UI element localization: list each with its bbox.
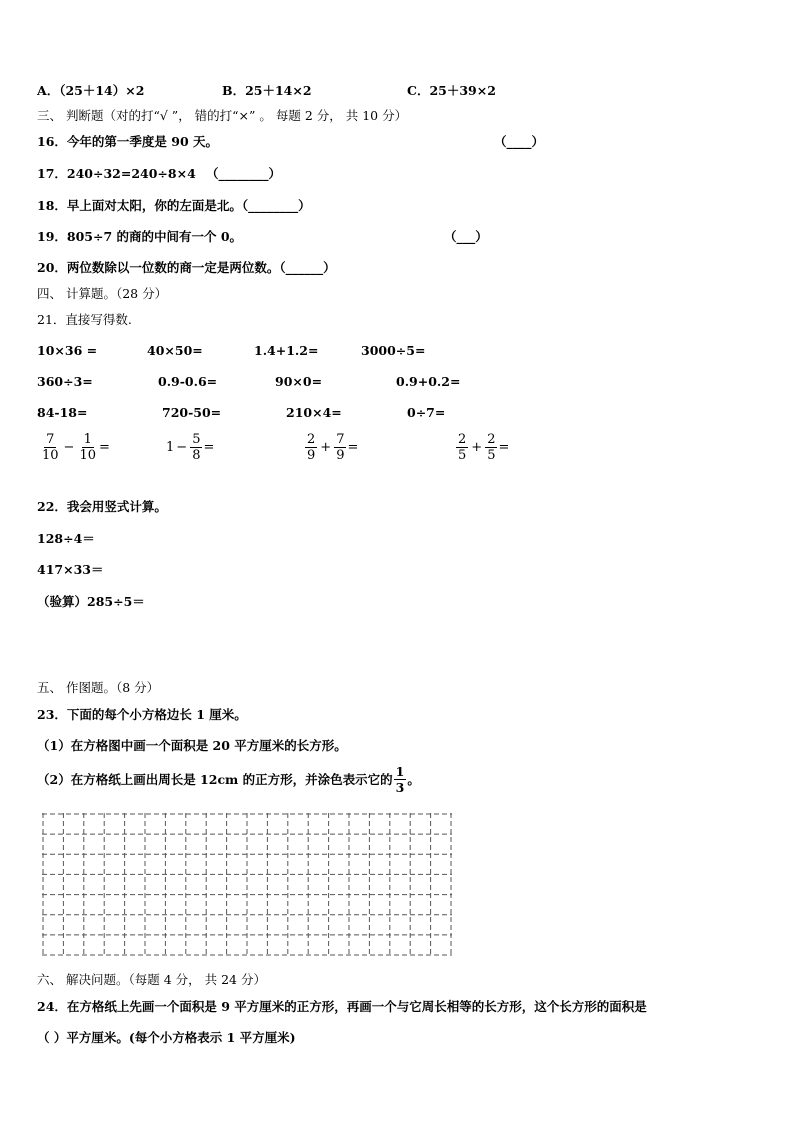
fraction: $\frac{1}{10}$ bbox=[79, 432, 96, 463]
fraction: $\frac{2}{5}$ bbox=[458, 432, 467, 463]
calc-item: 90×0= bbox=[275, 374, 323, 389]
calc-item: 0.9-0.6= bbox=[158, 374, 218, 389]
fraction: $\frac{7}{9}$ bbox=[336, 432, 345, 463]
q23-part2-end: 。 bbox=[407, 772, 420, 787]
fraction-expr-4 bbox=[455, 432, 509, 463]
q18-text: 18．早上面对太阳，你的左面是北。（________） bbox=[37, 198, 311, 213]
calc-item: 210×4= bbox=[286, 405, 342, 420]
q22-item: 417×33＝ bbox=[37, 562, 104, 577]
q24-line2: （ ）平方厘米。(每个小方格表示 1 平方厘米) bbox=[37, 1030, 296, 1045]
q17-blank: （________） bbox=[206, 166, 282, 181]
operator: − bbox=[176, 440, 188, 455]
q24-line1: 24．在方格纸上先画一个面积是 9 平方厘米的正方形，再画一个与它周长相等的长方形，这个长方形的面积是 bbox=[37, 999, 647, 1014]
equals: = bbox=[498, 440, 510, 455]
operator: + bbox=[320, 440, 332, 455]
calc-item: 84-18= bbox=[37, 405, 88, 420]
fraction: $\frac{5}{8}$ bbox=[192, 432, 201, 463]
q19-blank: （___） bbox=[444, 229, 488, 244]
fraction-expr-1 bbox=[39, 432, 110, 463]
q21-title: 21．直接写得数. bbox=[37, 312, 132, 327]
whole-number: 1 bbox=[166, 440, 175, 455]
calc-item: 1.4+1.2= bbox=[254, 343, 319, 358]
fraction: $\frac{2}{5}$ bbox=[487, 432, 496, 463]
q20-text: 20．两位数除以一位数的商一定是两位数。（______） bbox=[37, 260, 336, 275]
q16-text: 16．今年的第一季度是 90 天。 bbox=[37, 134, 218, 149]
section4-title: 四、 计算题。（28 分） bbox=[37, 286, 168, 301]
fraction-expr-3 bbox=[304, 432, 358, 463]
q23-title: 23．下面的每个小方格边长 1 厘米。 bbox=[37, 707, 247, 722]
q19-text: 19．805÷7 的商的中间有一个 0。 bbox=[37, 229, 243, 244]
operator: − bbox=[63, 440, 75, 455]
calc-item: 0.9+0.2= bbox=[396, 374, 461, 389]
equals: = bbox=[99, 440, 110, 455]
equals: = bbox=[347, 440, 359, 455]
q22-title: 22．我会用竖式计算。 bbox=[37, 499, 167, 514]
operator: + bbox=[471, 440, 483, 455]
fraction: $\frac{7}{10}$ bbox=[42, 432, 59, 463]
calc-item: 0÷7= bbox=[407, 405, 446, 420]
section3-title: 三、 判断题（对的打“√ ”， 错的打“×” 。 每题 2 分， 共 10 分） bbox=[37, 108, 408, 123]
q23-part1: （1）在方格图中画一个面积是 20 平方厘米的长方形。 bbox=[37, 738, 347, 753]
q17-text: 17．240÷32=240÷8×4 bbox=[37, 166, 196, 181]
q23-part2-text: （2）在方格纸上画出周长是 12cm 的正方形，并涂色表示它的 bbox=[37, 772, 393, 787]
option-a: A．（25＋14）×2 bbox=[37, 83, 145, 98]
q16-blank: （____） bbox=[494, 134, 545, 149]
calc-item: 40×50= bbox=[147, 343, 203, 358]
fraction: $\frac{1}{3}$ bbox=[395, 764, 405, 795]
option-b: B．25＋14×2 bbox=[222, 83, 312, 98]
q22-item: 128÷4＝ bbox=[37, 531, 95, 546]
section5-title: 五、 作图题。（8 分） bbox=[37, 680, 160, 695]
fraction: $\frac{2}{9}$ bbox=[307, 432, 316, 463]
section6-title: 六、 解决问题。（每题 4 分， 共 24 分） bbox=[37, 972, 266, 987]
calc-item: 3000÷5= bbox=[361, 343, 426, 358]
square-grid[interactable] bbox=[42, 813, 452, 956]
q22-item: （验算）285÷5＝ bbox=[37, 594, 145, 609]
q23-part2 bbox=[37, 764, 420, 795]
calc-item: 720-50= bbox=[162, 405, 222, 420]
equals: = bbox=[203, 440, 215, 455]
fraction-expr-2 bbox=[166, 432, 214, 463]
option-c: C．25＋39×2 bbox=[407, 83, 496, 98]
calc-item: 360÷3= bbox=[37, 374, 93, 389]
calc-item: 10×36 = bbox=[37, 343, 98, 358]
